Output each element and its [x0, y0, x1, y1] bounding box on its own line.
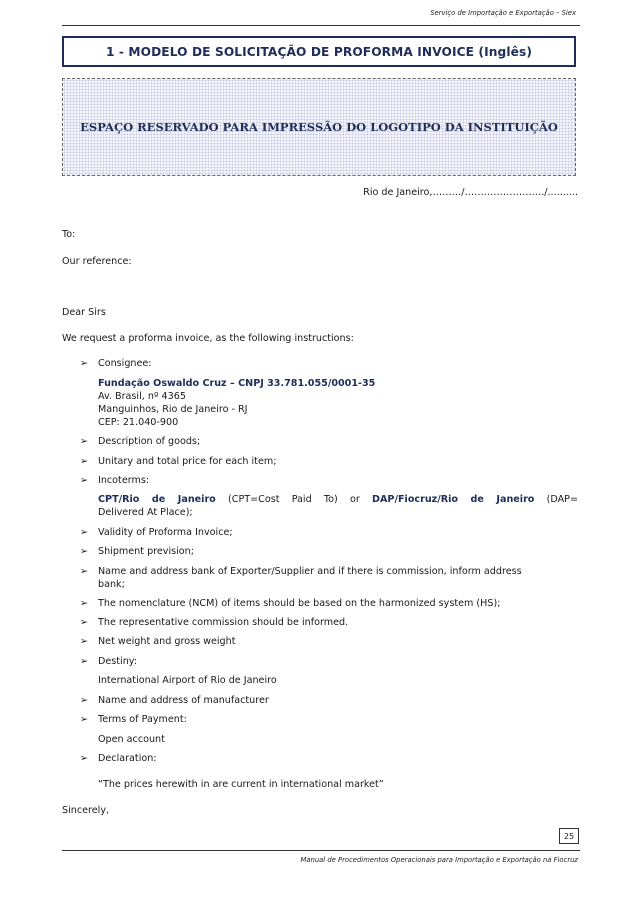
closing: Sincerely,	[62, 805, 110, 816]
intro-paragraph: We request a proforma invoice, as the following instructions:	[62, 333, 354, 344]
validity-text: Validity of Proforma Invoice;	[98, 527, 233, 538]
to-line: To:	[62, 229, 76, 240]
unitary-price-text: Unitary and total price for each item;	[98, 456, 277, 467]
declaration-label: Declaration:	[98, 753, 157, 764]
bank-text-line2: bank;	[98, 579, 125, 590]
date-line: Rio de Janeiro,………/……………………./..........	[363, 187, 578, 198]
arrow-bullet-icon: ➢	[80, 753, 89, 764]
salutation: Dear Sirs	[62, 307, 106, 318]
arrow-bullet-icon: ➢	[80, 656, 89, 667]
footer-rule	[62, 850, 580, 851]
arrow-bullet-icon: ➢	[80, 636, 89, 647]
our-reference-line: Our reference:	[62, 256, 132, 267]
consignee-label: Consignee:	[98, 358, 152, 369]
arrow-bullet-icon: ➢	[80, 695, 89, 706]
payment-label: Terms of Payment:	[98, 714, 187, 725]
declaration-value: “The prices herewith in are current in international market”	[98, 779, 384, 790]
manufacturer-text: Name and address of manufacturer	[98, 695, 269, 706]
logo-placeholder-text: ESPAÇO RESERVADO PARA IMPRESSÃO DO LOGOTIPO DA INSTITUIÇÃO	[80, 120, 558, 134]
consignee-address2: Manguinhos, Rio de Janeiro - RJ	[98, 404, 248, 415]
incoterm-or: or	[349, 494, 360, 505]
running-footer: Manual de Procedimentos Operacionais para Importação e Exportação na Fiocruz	[300, 856, 578, 864]
nomenclature-text: The nomenclature (NCM) of items should be based on the harmonized system (HS);	[98, 598, 501, 609]
arrow-bullet-icon: ➢	[80, 546, 89, 557]
consignee-name: Fundação Oswaldo Cruz – CNPJ 33.781.055/0001-35	[98, 378, 376, 389]
arrow-bullet-icon: ➢	[80, 527, 89, 538]
destiny-value: International Airport of Rio de Janeiro	[98, 675, 277, 686]
incoterm-cpt: CPT/Rio de Janeiro	[98, 494, 216, 505]
arrow-bullet-icon: ➢	[80, 566, 89, 577]
incoterm-dap-note-1: (DAP=	[546, 494, 578, 505]
page-number: 25	[559, 828, 579, 844]
consignee-cep: CEP: 21.040-900	[98, 417, 179, 428]
arrow-bullet-icon: ➢	[80, 456, 89, 467]
incoterm-dap: DAP/Fiocruz/Rio de Janeiro	[372, 494, 535, 505]
payment-value: Open account	[98, 734, 165, 745]
incoterm-dap-note-2: Delivered At Place);	[98, 507, 193, 518]
arrow-bullet-icon: ➢	[80, 475, 89, 486]
header-rule	[62, 25, 580, 26]
arrow-bullet-icon: ➢	[80, 617, 89, 628]
logo-placeholder-box	[62, 78, 576, 176]
description-text: Description of goods;	[98, 436, 201, 447]
incoterms-label: Incoterms:	[98, 475, 150, 486]
arrow-bullet-icon: ➢	[80, 358, 89, 369]
incoterms-detail-line1	[98, 494, 578, 507]
commission-text: The representative commission should be informed.	[98, 617, 349, 628]
document-title: 1 - MODELO DE SOLICITAÇÃO DE PROFORMA INVOICE (Inglês)	[62, 36, 576, 67]
weight-text: Net weight and gross weight	[98, 636, 236, 647]
running-header: Serviço de Importação e Exportação – Siex	[430, 9, 576, 17]
bank-text-line1: Name and address bank of Exporter/Supplier and if there is commission, inform address	[98, 566, 522, 577]
consignee-address1: Av. Brasil, nº 4365	[98, 391, 186, 402]
shipment-text: Shipment prevision;	[98, 546, 194, 557]
incoterm-cpt-note: (CPT=Cost Paid To)	[228, 494, 338, 505]
arrow-bullet-icon: ➢	[80, 598, 89, 609]
arrow-bullet-icon: ➢	[80, 714, 89, 725]
destiny-label: Destiny:	[98, 656, 138, 667]
arrow-bullet-icon: ➢	[80, 436, 89, 447]
